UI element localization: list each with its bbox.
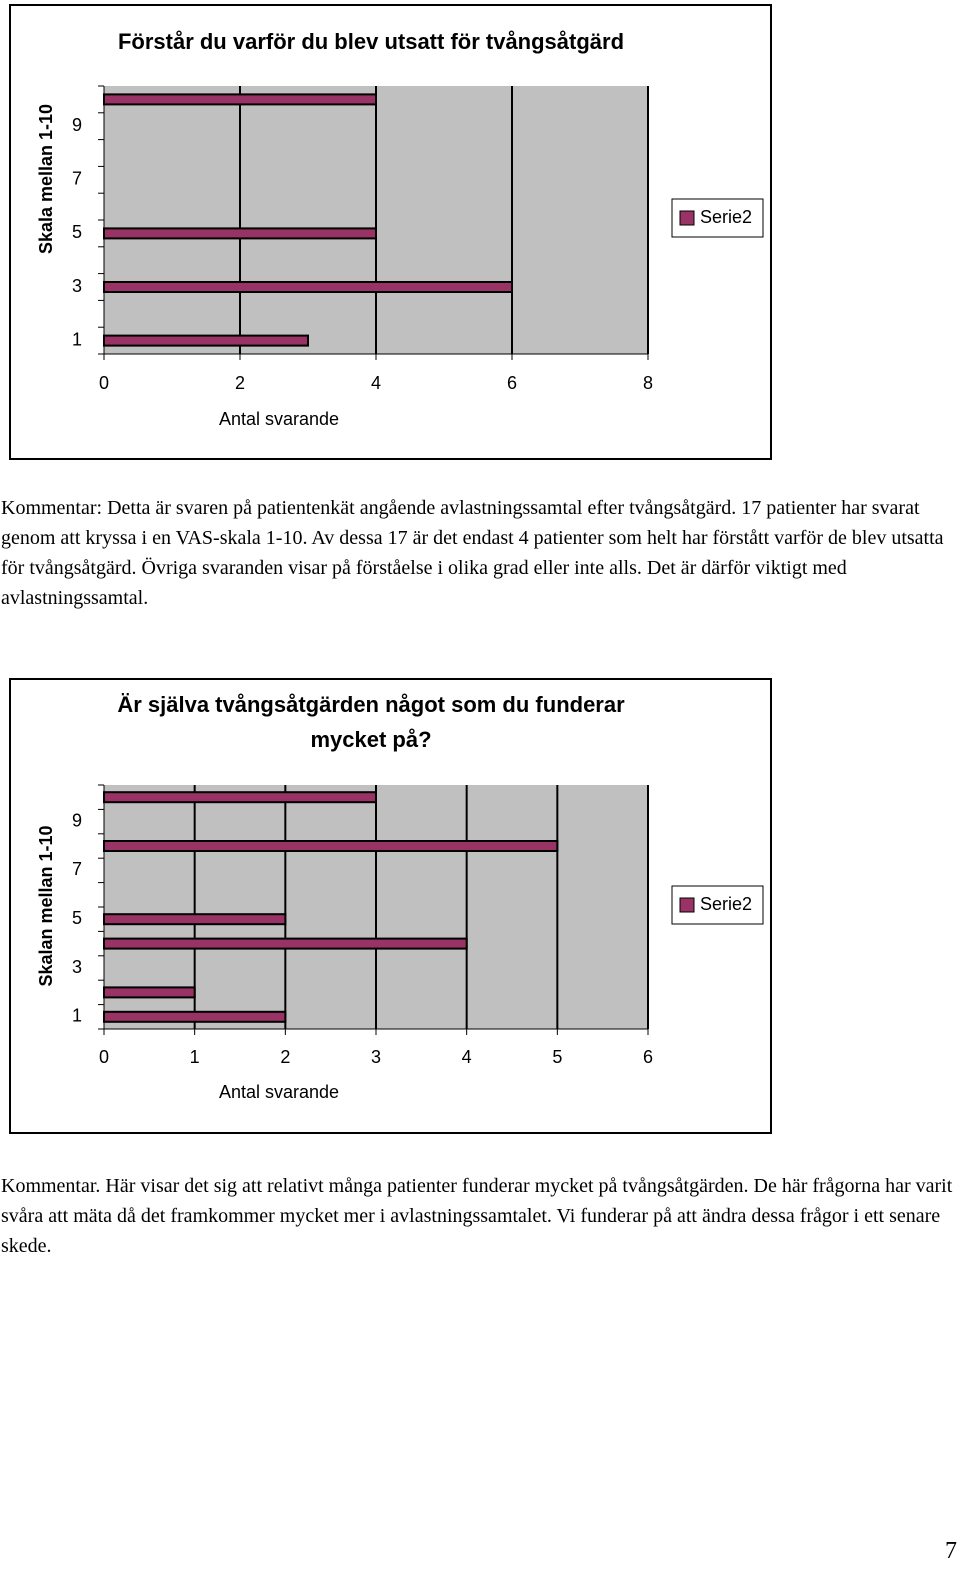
chart-2 [9, 678, 772, 1134]
chart-2-xtick-label-4: 4 [461, 1046, 472, 1067]
chart-1-title: Förstår du varför du blev utsatt för tvångsåtgärd [117, 28, 625, 54]
chart-2-ylabel: Skalan mellan 1-10 [35, 825, 56, 987]
chart-2-ytick-label-7: 7 [71, 859, 83, 880]
chart-2-bar-8 [104, 841, 557, 851]
comment-2: Kommentar. Här visar det sig att relativt många patienter funderar mycket på tvångsåtgärden. De här frågorna har varit svåra att mäta då det framkommer mycket mer i avlastningssamtalet. Vi funderar på att ändra dessa frågor i ett senare skede. [1, 1175, 953, 1257]
chart-1-xtick-label-0: 0 [98, 372, 110, 393]
chart-1-ylabel: Skala mellan 1-10 [35, 103, 56, 255]
chart-2-legend-swatch [680, 898, 694, 912]
page-number: 7 [945, 1538, 957, 1564]
chart-1-ytick-label-3: 3 [71, 275, 83, 296]
chart-2-xtick-label-3: 3 [370, 1046, 382, 1067]
chart-1-bar-10 [104, 94, 376, 104]
chart-2-ytick-label-5: 5 [71, 907, 83, 928]
chart-1-xtick-label-4: 4 [370, 372, 382, 393]
chart-2-bar-10 [104, 792, 376, 802]
chart-1 [9, 4, 772, 460]
chart-2-xtick-label-6: 6 [642, 1046, 654, 1067]
chart-1-ytick-label-9: 9 [71, 114, 83, 135]
chart-2-ytick-label-1: 1 [71, 1005, 83, 1026]
chart-1-xtick-label-8: 8 [642, 372, 654, 393]
comment-1: Kommentar: Detta är svaren på patientenkät angående avlastningssamtal efter tvångsåtgärd. 17 patienter har svarat genom att kryssa i en VAS-skala 1-10. Av dessa 17 är det endast 4 patienter som helt har förstått varför de blev utsatta för tvångsåtgärd. Övriga svaranden visar på förståelse i olika grad eller inte alls. Det är därför viktigt med avlastningssamtal. [1, 497, 944, 609]
chart-2-svg [11, 680, 770, 1132]
chart-1-xtick-label-6: 6 [506, 372, 518, 393]
chart-2-xtick-label-5: 5 [552, 1046, 563, 1067]
chart-1-legend-label: Serie2 [700, 206, 753, 227]
chart-2-xtick-label-1: 1 [189, 1046, 200, 1067]
chart-2-bar-4 [104, 939, 467, 949]
chart-1-xtick-label-2: 2 [234, 372, 246, 393]
chart-1-xlabel: Antal svarande [218, 408, 340, 429]
chart-1-bar-3 [104, 282, 512, 292]
chart-1-legend-swatch [680, 211, 694, 225]
chart-2-title-line-2: mycket på? [310, 726, 432, 752]
chart-1-ytick-label-5: 5 [71, 222, 83, 243]
chart-2-xlabel: Antal svarande [218, 1081, 340, 1102]
chart-2-ytick-label-3: 3 [71, 956, 83, 977]
chart-2-bar-5 [104, 914, 285, 924]
chart-2-legend-label: Serie2 [700, 893, 753, 914]
chart-1-ytick-label-1: 1 [71, 329, 83, 350]
chart-2-bar-2 [104, 987, 195, 997]
chart-2-xtick-label-2: 2 [280, 1046, 291, 1067]
chart-1-svg [11, 6, 770, 458]
chart-1-ytick-label-7: 7 [71, 168, 83, 189]
chart-1-bar-5 [104, 228, 376, 238]
chart-2-title-line-1: Är själva tvångsåtgärden något som du funderar [117, 691, 625, 717]
chart-2-ytick-label-9: 9 [71, 810, 83, 831]
chart-2-bar-1 [104, 1012, 285, 1022]
chart-1-bar-1 [104, 336, 308, 346]
chart-2-xtick-label-0: 0 [98, 1046, 110, 1067]
